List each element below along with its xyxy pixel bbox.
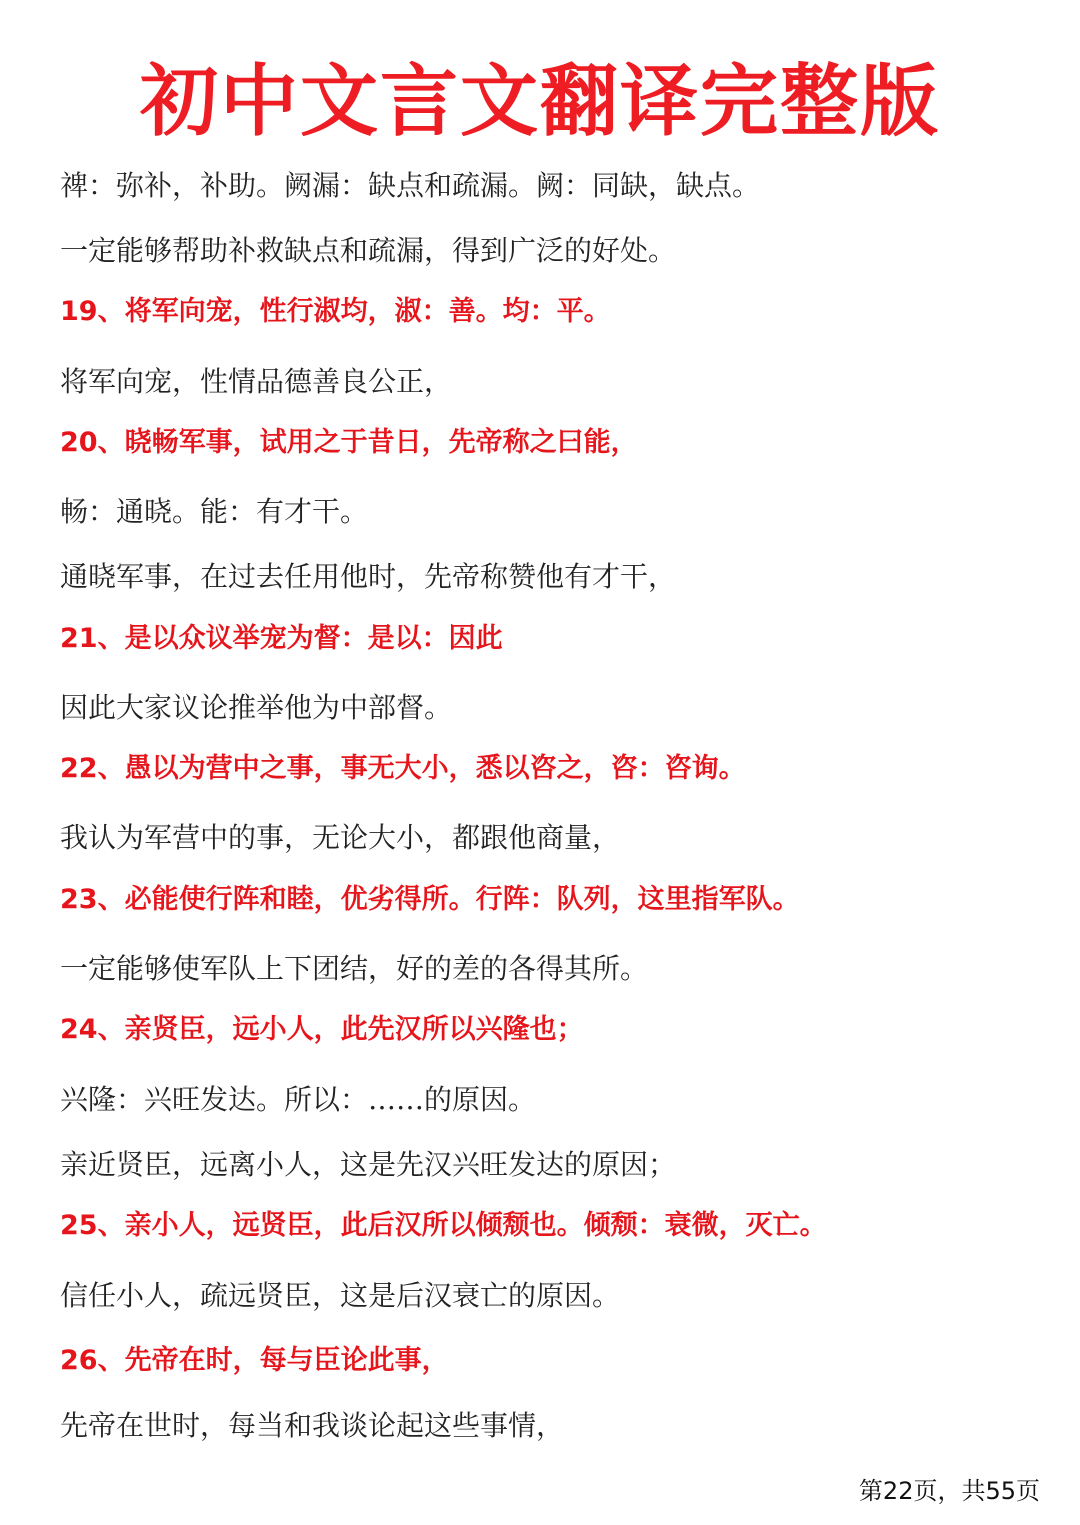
text-line: 通晓军事，在过去任用他时，先帝称赞他有才干， — [60, 560, 677, 593]
text-line: 禆：弥补，补助。阙漏：缺点和疏漏。阙：同缺，缺点。 — [60, 169, 761, 202]
section-heading: 19、将军向宠，性行淑均，淑：善。均：平。 — [60, 296, 611, 327]
section-heading: 22、愚以为营中之事，事无大小，悉以咨之，咨：咨询。 — [60, 753, 746, 784]
text-line: 我认为军营中的事，无论大小，都跟他商量， — [60, 821, 621, 854]
text-line: 畅：通晓。能：有才干。 — [60, 495, 369, 528]
section-heading: 21、是以众议举宠为督：是以：因此 — [60, 623, 503, 654]
page-number: 第22页，共55页 — [858, 1477, 1040, 1505]
text-line: 一定能够使军队上下团结，好的差的各得其所。 — [60, 952, 649, 985]
text-line: 一定能够帮助补救缺点和疏漏，得到广泛的好处。 — [60, 234, 677, 267]
text-line: 亲近贤臣，远离小人，这是先汉兴旺发达的原因； — [60, 1148, 677, 1181]
text-line: 先帝在世时，每当和我谈论起这些事情， — [60, 1409, 565, 1442]
section-heading: 20、晓畅军事，试用之于昔日，先帝称之曰能， — [60, 427, 638, 458]
section-heading: 24、亲贤臣，远小人，此先汉所以兴隆也； — [60, 1014, 584, 1045]
text-line: 信任小人，疏远贤臣，这是后汉衰亡的原因。 — [60, 1279, 621, 1312]
page-title: 初中文言文翻译完整版 — [139, 57, 940, 147]
text-line: 将军向宠，性情品德善良公正， — [60, 365, 453, 398]
text-line: 因此大家议论推举他为中部督。 — [60, 691, 453, 724]
text-line: 兴隆：兴旺发达。所以：……的原因。 — [60, 1083, 537, 1116]
section-heading: 26、先帝在时，每与臣论此事， — [60, 1345, 449, 1376]
section-heading: 23、必能使行阵和睦，优劣得所。行阵：队列，这里指军队。 — [60, 884, 800, 915]
section-heading: 25、亲小人，远贤臣，此后汉所以倾颓也。倾颓：衰微，灭亡。 — [60, 1210, 827, 1241]
